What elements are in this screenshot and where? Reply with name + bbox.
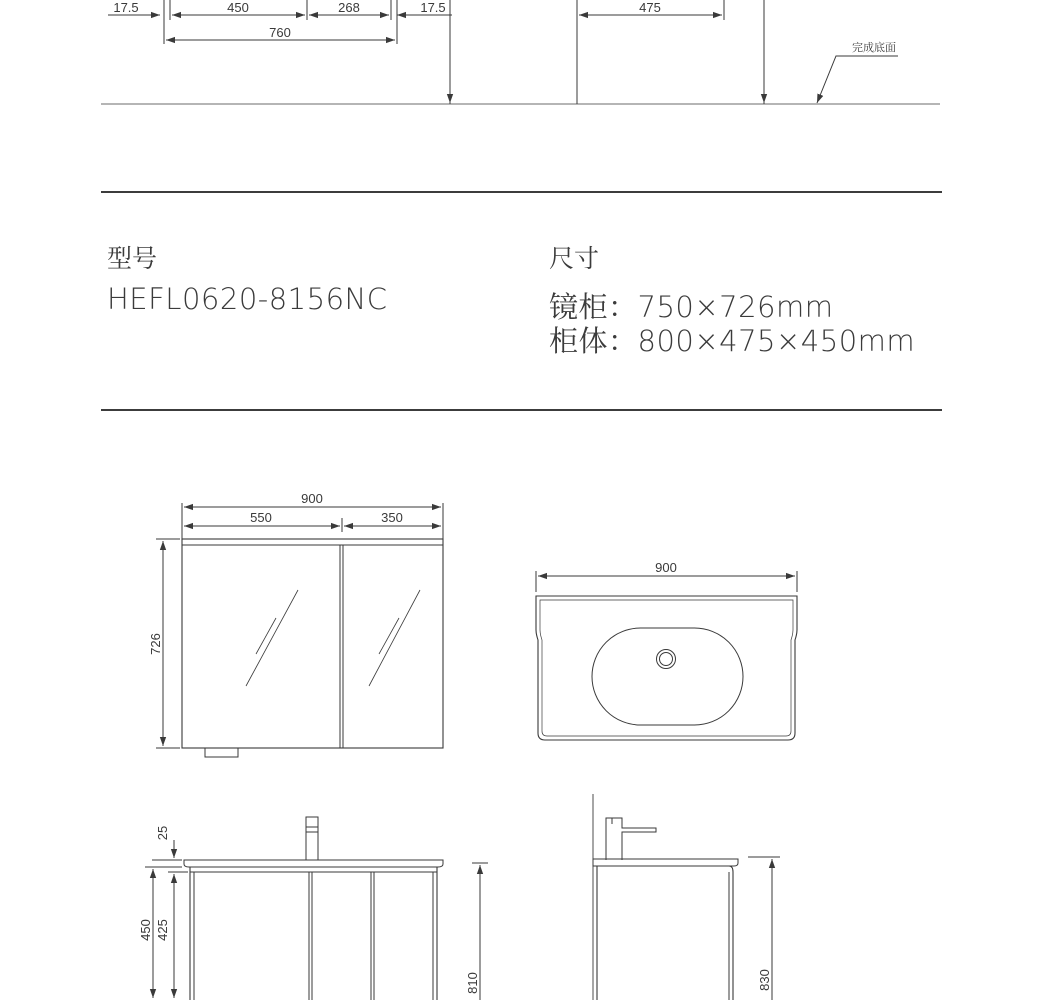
dim-label: 726 — [148, 633, 163, 655]
basin-bowl — [592, 628, 743, 725]
countertop — [593, 859, 738, 866]
dim-label: 425 — [155, 919, 170, 941]
dim-label: 450 — [138, 919, 153, 941]
cabinet-light — [205, 748, 238, 757]
dim-label: 900 — [655, 560, 677, 575]
mirror-cabinet-front-view — [148, 491, 443, 757]
divider-top — [101, 191, 942, 193]
dim-label: 450 — [227, 0, 249, 15]
dim-label: 17.5 — [420, 0, 446, 15]
dim-label: 760 — [269, 25, 291, 40]
dim-label: 268 — [338, 0, 360, 15]
faucet-body — [306, 817, 318, 860]
faucet-detail — [606, 818, 612, 824]
dim-label: 350 — [381, 510, 403, 525]
cabinet-side-profile — [597, 866, 733, 1000]
divider-bottom — [101, 409, 942, 411]
drain-inner — [660, 653, 673, 666]
dim-label: 830 — [757, 969, 772, 991]
basin-top-view — [536, 560, 797, 740]
mirror-reflection — [369, 590, 420, 686]
mirror-reflection — [246, 590, 298, 686]
dim-label: 17.5 — [113, 0, 139, 15]
vanity-cabinet-side-view — [593, 794, 780, 1000]
dim-label: 25 — [155, 825, 170, 841]
faucet-body — [606, 818, 656, 860]
dim-label: 475 — [639, 0, 661, 15]
cabinet-size: 柜体：800×475×450mm — [549, 324, 916, 358]
size-label: 尺寸 — [549, 244, 600, 273]
floor-note-leader — [817, 56, 898, 103]
floor-note-label: 完成底面 — [852, 41, 896, 54]
model-label: 型号 — [107, 244, 158, 273]
vanity-cabinet-front-view — [138, 817, 488, 1000]
mirror-size: 镜柜：750×726mm — [549, 290, 834, 324]
model-value: HEFL0620-8156NC — [107, 282, 388, 316]
top-dimension-section — [101, 0, 940, 104]
mirror-cabinet-body — [182, 539, 443, 748]
dim-label: 900 — [301, 491, 323, 506]
dim-label: 550 — [250, 510, 272, 525]
countertop — [184, 860, 443, 867]
dim-label: 810 — [465, 972, 480, 994]
